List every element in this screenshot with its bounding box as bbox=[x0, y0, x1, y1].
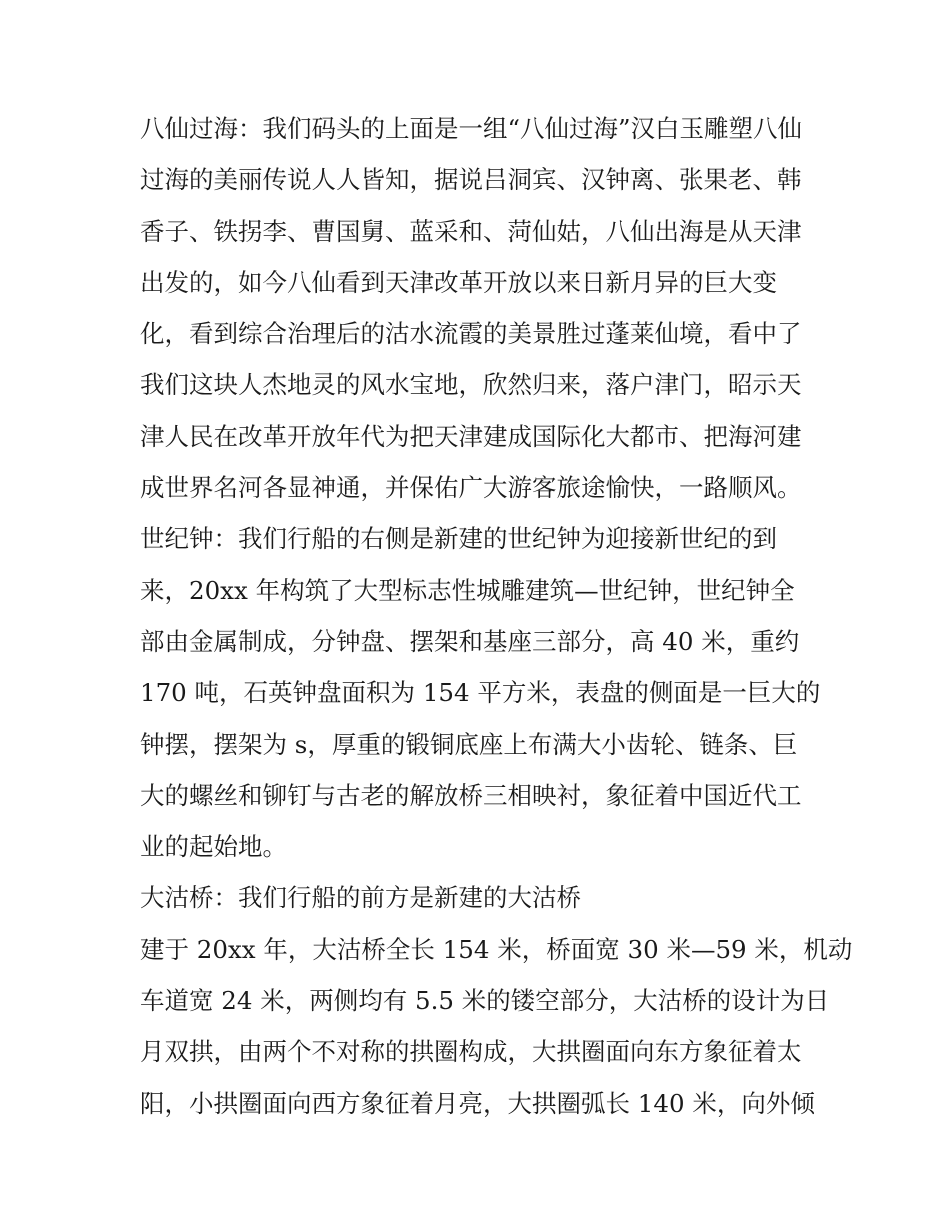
text-line: 成世界名河各显神通，并保佑广大游客旅途愉快，一路顺风。 bbox=[140, 473, 802, 503]
text-line: 钟摆，摆架为 s，厚重的锻铜底座上布满大小齿轮、链条、巨 bbox=[140, 729, 798, 759]
document-body bbox=[140, 103, 853, 1129]
text-line: 出发的，如今八仙看到天津改革开放以来日新月异的巨大变 bbox=[140, 267, 777, 297]
text-line: 我们这块人杰地灵的风水宝地，欣然归来，落户津门，昭示天 bbox=[140, 370, 802, 400]
text-line: 来，20xx 年构筑了大型标志性城雕建筑—世纪钟，世纪钟全 bbox=[140, 575, 795, 605]
text-line: 业的起始地。 bbox=[140, 832, 287, 862]
text-line: 车道宽 24 米，两侧均有 5.5 米的镂空部分，大沽桥的设计为日 bbox=[140, 986, 830, 1016]
text-line: 香子、铁拐李、曹国舅、蓝采和、菏仙姑，八仙出海是从天津 bbox=[140, 216, 802, 246]
text-line: 大沽桥：我们行船的前方是新建的大沽桥 bbox=[140, 883, 581, 913]
text-line: 部由金属制成，分钟盘、摆架和基座三部分，高 40 米，重约 bbox=[140, 626, 800, 656]
text-line: 阳，小拱圈面向西方象征着月亮，大拱圈弧长 140 米，向外倾 bbox=[140, 1088, 815, 1118]
text-line: 建于 20xx 年，大沽桥全长 154 米，桥面宽 30 米—59 米，机动 bbox=[140, 934, 853, 964]
text-line: 月双拱，由两个不对称的拱圈构成，大拱圈面向东方象征着太 bbox=[140, 1037, 802, 1067]
text-line: 170 吨，石英钟盘面积为 154 平方米，表盘的侧面是一巨大的 bbox=[140, 678, 821, 708]
text-line: 世纪钟：我们行船的右侧是新建的世纪钟为迎接新世纪的到 bbox=[140, 524, 777, 554]
text-line: 津人民在改革开放年代为把天津建成国际化大都市、把海河建 bbox=[140, 421, 802, 451]
text-line: 过海的美丽传说人人皆知，据说吕洞宾、汉钟离、张果老、韩 bbox=[140, 165, 802, 195]
text-line: 大的螺丝和铆钉与古老的解放桥三相映衬，象征着中国近代工 bbox=[140, 780, 802, 810]
text-line: 八仙过海：我们码头的上面是一组“八仙过海”汉白玉雕塑八仙 bbox=[140, 114, 803, 143]
text-line: 化，看到综合治理后的沽水流霞的美景胜过蓬莱仙境，看中了 bbox=[140, 319, 802, 349]
